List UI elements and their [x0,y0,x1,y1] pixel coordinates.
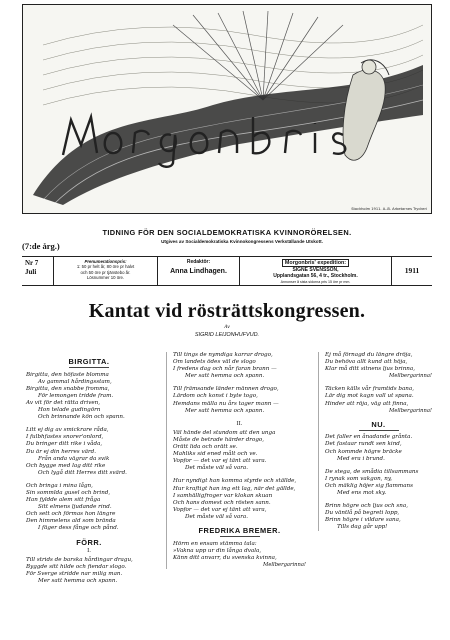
editor-name: Anna Lindhagen. [170,268,227,275]
verse-line: Mahliks sid ened målt och ve. [173,451,258,458]
verse-line: Du väntlå på begreti lopp, [325,510,400,517]
section-heading: BIRGITTA. [68,357,110,366]
verse-line: Och bygge med lag ditt rike [26,462,106,469]
verse-line: Av vit för det rätta driven, [26,399,101,406]
verse-line: Måste de betrade härder drogo, [173,436,265,443]
stanza [325,386,432,414]
verse-line: Lär dig mot kagn vall ut spana. [325,393,414,400]
verse-line: Han fyldde alem sitt fråga [26,497,101,504]
byline-prefix: Av [224,325,230,330]
verse-line: Litt ej dig av smickrare råda, [26,427,109,434]
stanza [173,352,306,380]
section-heading: FREDRIKA BREMER. [198,525,281,535]
divider [359,430,399,431]
verse-line: Lärdom och konst i byte togo, [173,393,258,400]
issue-number: Nr 7 [25,259,39,267]
verse-line: Orätt lida och orätt se. [173,444,238,451]
verse-line: Ej må förnagd du längre dröja, [325,352,413,358]
stanza [173,386,306,414]
verse-line: Sitt elmens ljudande rind. [38,504,112,511]
volume-year: (7:de årg.) [22,241,60,251]
verse-line: Tills dag går upp! [337,524,388,531]
verse-line: Klar må ditt sitnens ljus brinna, [325,366,416,373]
publisher-subtitle: Utgives av Socialdemokratiska Kvinnokongressens Verkställande Utskott. [161,239,323,244]
verse-line: Den himmelens ald som brända [26,518,116,525]
verse-line: Det fastaar rundt sen kind, [325,441,402,448]
verse-line: I fredens dag och når faran brann — [173,366,277,373]
verse-line: Det måste väl så vara. [185,513,248,520]
verse-line: Med era i brund. [337,455,385,462]
verse-line: Brinn högre i vildare sana, [325,517,401,524]
verse-line: I rynak som vakgon, ny, [325,475,393,482]
verse-line: Och sett och förmas hon längre [26,511,116,518]
part-number: I. [87,547,91,554]
verse-line: Birgitta, den snabbe fromma, [26,385,110,392]
issue-number-cell [22,257,54,285]
verse-line: Mellbergarinna! [389,407,432,414]
verse-line: Från anda vägrar da svik [38,455,110,462]
verse-line: Hon telade gudingörn [38,407,101,414]
verse-line: Av gammal hårdingsstam, [38,378,112,385]
issue-year: 1911 [404,266,420,275]
verse-line: Hinder att röja, väg att finna, [325,400,409,407]
printer-note: Stockholm 1911. A.-B. Arbetarnes Tryckeri [351,207,427,211]
verse-line: Det måste väl så vara. [185,465,248,472]
poem-column-2 [166,352,306,569]
article-title: Kantat vid rösträttskongressen. [88,300,366,322]
verse-line: »Vakna upp ur din långa dvala, [173,547,262,554]
verse-line: I fäger dess fånge och pånd. [38,525,119,532]
verse-line: Hörm en ensam stämma tala: [173,540,257,547]
verse-line: Väl hände del stundom att den unga [173,429,276,436]
verse-line: Om landets ödes väl de slogo [173,359,256,366]
verse-line: Sin sommlda gusel och brind, [26,490,111,496]
expedition-note: Annonser å sista sidorna pris 15 öre pr mm. [280,280,351,284]
verse-line: Du bringer ditt rike i våda, [26,441,103,448]
stanza [173,541,306,569]
verse-line: Mer satt hemma och spann. [185,407,265,414]
subscription-line: Lösnummer 10 öre. [86,275,125,281]
verse-line: I fulbhfastes snorer'onlord, [26,434,104,441]
verse-line: Hemdans mälla nu års tager mann — [173,400,279,407]
stanza [26,427,152,477]
stanza [26,372,152,422]
newspaper-page [22,4,432,636]
expedition-cell [240,257,392,285]
tagline: TIDNING FÖR DEN SOCIALDEMOKRATISKA KVINNORÖRELSEN. [102,228,352,237]
verse-line: I samhälligfroger var klokan skuan [173,492,273,499]
verse-line: Hur nyndigt han komma styrde och ställde, [173,478,297,485]
verse-line: Och lygå ditt Herres ditt svärd. [38,469,127,476]
verse-line: Du behöva allt kund att höja, [325,359,408,366]
verse-line: Och bringa i mina lågn, [26,482,93,489]
editor-label: Redaktör: [186,259,211,265]
verse-line: Till strids de barska hårdingar dragu, [26,556,133,563]
verse-line: Och hans domest och rösten sann. [173,499,271,506]
verse-line: Mellbergarinna! [263,561,306,568]
verse-line: De stega, de smådia tillsammans [325,468,419,475]
verse-line: Känn ditt anvarr, du svenska kvinna, [173,554,277,561]
verse-line: Och mäklig höjer sig flammans [325,482,414,489]
verse-line: Och kommde högre bräcke [325,448,402,455]
expedition-label: Morgonbris' expedition: [282,259,349,267]
stanza [173,478,306,521]
divider [69,367,109,368]
section-heading: NU. [371,419,386,429]
issue-info-bar [22,256,432,286]
verse-line: Vopfor — det var ej tänt att vara, [173,506,267,513]
verse-line: Brinn högre och ljus och sna, [325,503,408,510]
editor-cell [158,257,240,285]
article-author: SIGRID LEIJONHUFVUD. [194,332,260,338]
verse-line: Täcken källs vår framtids bana, [325,386,415,393]
stanza [325,434,432,462]
masthead-artwork [23,5,432,214]
expedition-name: SIGNE SVENSSON, [292,267,339,273]
verse-line: Med ens mot sky. [337,490,387,496]
verse-line: Och brinnande kön och spann. [38,414,125,421]
section-heading: FÖRR. [76,537,102,547]
expedition-address: Upplandsgatan 56, 4 tr., Stockholm. [273,273,358,279]
verse-line: Du är ej din herres värd. [26,448,96,455]
subscription-line: och 50 öre pr tjänstebo år. [80,269,131,275]
verse-line: Det faller en ånadande grånta. [325,434,413,441]
verse-line: Mellbergarinna! [389,373,432,380]
stanza [173,430,306,473]
verse-line: Till främsande länder männen drogo, [173,386,279,393]
stanza [325,503,432,531]
issue-month: Juli [25,268,37,276]
subscription-line: 1: 50 pr helt år, 80 öre pr halvt [76,264,135,270]
subscription-label: Prenumerationspris: [84,259,127,264]
subscription-cell [54,257,158,285]
verse-line: Hur kraftigt han ing ett lag, när det gällde, [173,485,296,492]
verse-line: Birgitta, den höfaste blomma [26,371,109,378]
verse-line: Byggde sitt hilde och fiendar slogo. [26,563,127,570]
poem-column-3 [318,352,432,531]
part-number: II. [236,420,243,427]
poem-column-1 [26,352,152,585]
stanza [26,557,152,585]
stanza [325,352,432,380]
verse-line: För Sverge stridde nar milig man. [26,570,123,577]
verse-line: För lemongen tridde fram. [38,392,114,399]
verse-line: Mer satt hemma och spann. [185,373,265,380]
verse-line: Till tings de nymdiga karrar drogo, [173,352,273,358]
verse-line: Mer satt hemma och spann. [38,578,118,585]
stanza [26,483,152,533]
stanza [325,469,432,497]
masthead-illustration [22,4,432,214]
divider [220,536,260,537]
verse-line: Vopfor — det var ej tänt att vara. [173,458,267,465]
